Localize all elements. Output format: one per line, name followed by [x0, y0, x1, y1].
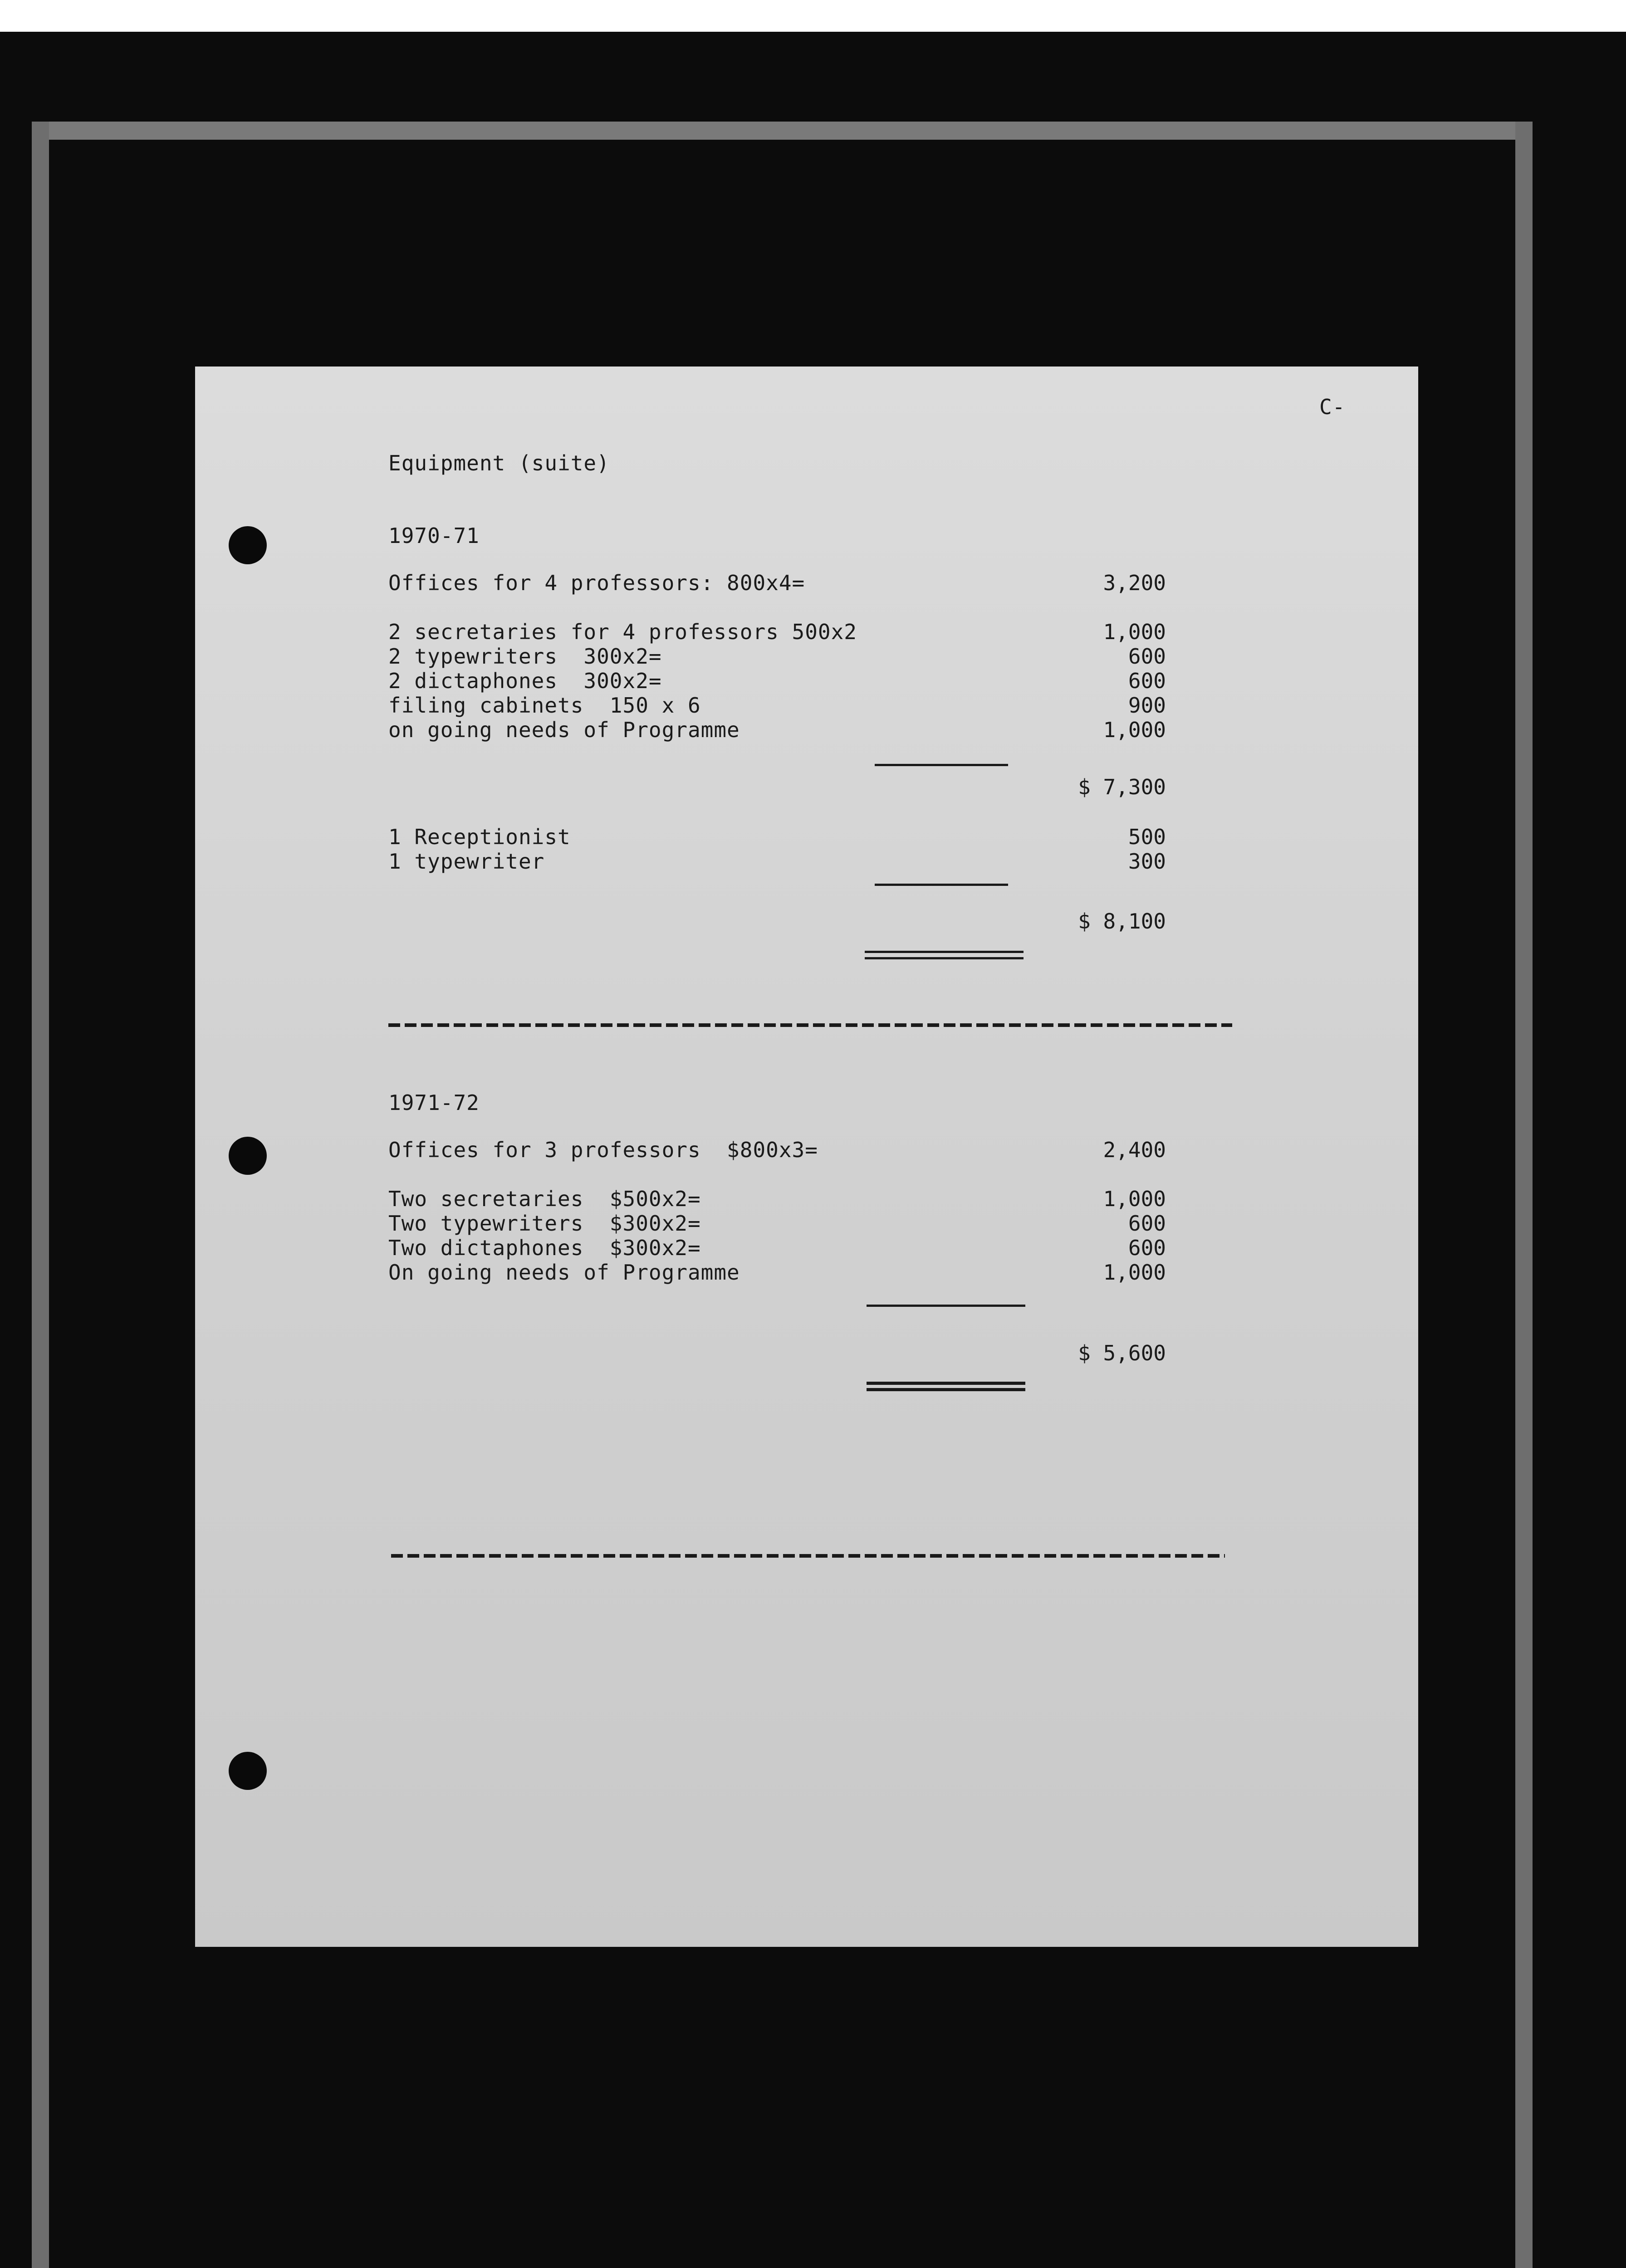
line-item-label: 1 typewriter [388, 849, 545, 874]
punch-hole-top [229, 526, 267, 564]
total-rule [867, 1305, 1025, 1307]
line-item-amount: 600 [1128, 1211, 1166, 1236]
double-underline [867, 1382, 1025, 1385]
line-item-label: Two dictaphones $300x2= [388, 1236, 701, 1260]
page-heading: Equipment (suite) [388, 451, 610, 475]
total-amount: $ 8,100 [1078, 909, 1166, 934]
subtotal-amount: $ 7,300 [1078, 775, 1166, 799]
line-item-amount: 900 [1128, 693, 1166, 718]
section-year: 1971-72 [388, 1090, 480, 1115]
section-year: 1970-71 [388, 523, 480, 548]
frame-left-edge [32, 122, 49, 2268]
line-item-amount: 300 [1128, 849, 1166, 874]
section-separator [391, 1554, 1225, 1558]
line-item-amount: 500 [1128, 825, 1166, 849]
line-item-label: Two typewriters $300x2= [388, 1211, 701, 1236]
line-item-label: Offices for 4 professors: 800x4= [388, 571, 805, 595]
section-separator [388, 1023, 1232, 1027]
line-item-amount: 1,000 [1103, 1260, 1166, 1285]
line-item-amount: 1,000 [1103, 1187, 1166, 1211]
line-item-label: 2 typewriters 300x2= [388, 644, 662, 669]
line-item-label: filing cabinets 150 x 6 [388, 693, 701, 718]
line-item-label: Offices for 3 professors $800x3= [388, 1138, 818, 1162]
double-underline [867, 1388, 1025, 1391]
line-item-amount: 3,200 [1103, 571, 1166, 595]
line-item-amount: 1,000 [1103, 620, 1166, 644]
line-item-amount: 600 [1128, 669, 1166, 693]
double-underline [865, 951, 1024, 953]
line-item-label: 1 Receptionist [388, 825, 571, 849]
line-item-label: Two secretaries $500x2= [388, 1187, 701, 1211]
frame-right-edge [1515, 122, 1533, 2268]
line-item-label: on going needs of Programme [388, 718, 740, 742]
total-amount: $ 5,600 [1078, 1341, 1166, 1365]
line-item-amount: 1,000 [1103, 718, 1166, 742]
double-underline [865, 957, 1024, 959]
frame-top-edge [32, 122, 1529, 140]
corner-mark: C- [1319, 395, 1346, 419]
line-item-label: 2 secretaries for 4 professors 500x2 [388, 620, 857, 644]
document-page [195, 367, 1418, 1947]
line-item-amount: 2,400 [1103, 1138, 1166, 1162]
line-item-amount: 600 [1128, 1236, 1166, 1260]
subtotal-rule [875, 764, 1008, 766]
punch-hole-middle [229, 1137, 267, 1175]
line-item-label: 2 dictaphones 300x2= [388, 669, 662, 693]
line-item-amount: 600 [1128, 644, 1166, 669]
punch-hole-bottom [229, 1752, 267, 1790]
line-item-label: On going needs of Programme [388, 1260, 740, 1285]
total-rule [875, 884, 1008, 886]
